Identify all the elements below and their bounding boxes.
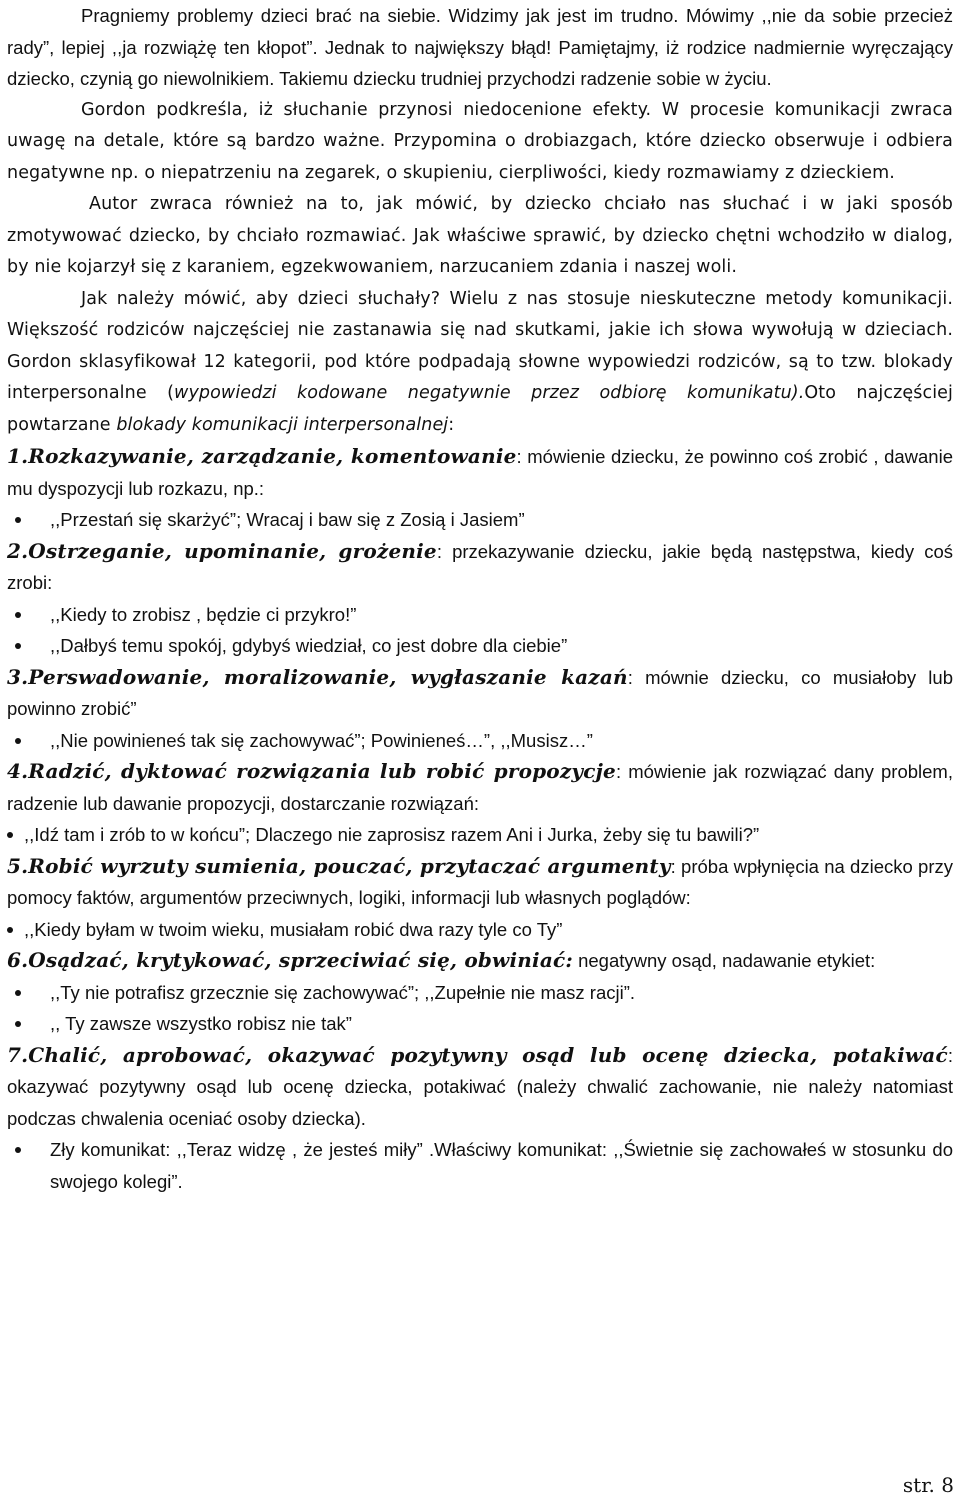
example-item <box>7 630 953 662</box>
paragraph-dialog-text: Jak właściwe sprawić, by dziecko chętni wchodziło w dialog, by nie kojarzył się z karaniem, egzekwowaniem, narzucaniem zdania i naszej woli. <box>7 225 953 277</box>
blockade-item-6 <box>7 945 953 977</box>
examples-list-5 <box>7 914 953 946</box>
blockade-desc-6: negatywny osąd, nadawanie etykiet: <box>572 950 876 971</box>
paragraph-listening-text: Gordon podkreśla, iż słuchanie przynosi niedocenione efekty. W procesie komunikacji zwraca uwagę na detale, które są bardzo ważne. <box>7 99 953 151</box>
page-number: str. 8 <box>902 1473 954 1497</box>
blockades-colon: : <box>448 414 455 435</box>
example-item <box>7 504 953 536</box>
bullet-icon <box>15 738 21 744</box>
blockade-heading-5: 5.Robić wyrzuty sumienia, pouczać, przytaczać argumenty <box>7 853 671 878</box>
blockade-desc-7: : okazywać pozytywny osąd lub ocenę dziecka, potakiwać (należy chwalić zachowanie, nie należy natomiast podczas chwalenia oceniać osoby dziecka). <box>7 1044 953 1129</box>
examples-list-2 <box>7 599 953 662</box>
example-text: ,,Kiedy to zrobisz , będzie ci przykro!” <box>50 603 357 625</box>
examples-list-7 <box>7 1134 953 1197</box>
example-item <box>7 1008 953 1040</box>
example-text: ,,Nie powinieneś tak się zachowywać”; Powinieneś…”, ,,Musisz…” <box>50 729 593 751</box>
examples-list-3 <box>7 725 953 757</box>
example-text: Zły komunikat: ,,Teraz widzę , że jesteś miły” .Właściwy komunikat: ,,Świetnie się zachowałeś w stosunku do swojego kolegi”. <box>50 1139 953 1192</box>
blockade-desc-5: : próba wpłynięcia na dziecko przy pomocy faktów, argumentów przeciwnych, logiki, informacji lub własnych poglądów: <box>7 855 953 908</box>
blockade-item-1 <box>7 441 953 504</box>
blockade-heading-2: 2.Ostrzeganie, upominanie, grożenie <box>7 538 437 563</box>
examples-list-6 <box>7 977 953 1040</box>
blockade-item-7 <box>7 1040 953 1135</box>
examples-list-1 <box>7 504 953 536</box>
paragraph-author <box>7 189 953 284</box>
blockade-heading-7: 7.Chalić, aprobować, okazywać pozytywny osąd lub ocenę dziecka, potakiwać <box>7 1042 948 1067</box>
paragraph-intro: Pragniemy problemy dzieci brać na siebie. Widzimy jak jest im trudno. Mówimy ,,nie da sobie przecież rady”, lepiej ,,ja rozwiążę ten kłopot”. Jednak to największy błąd! Pamiętajmy, iż rodzice nadmiernie wyręczający dziecko, czynią go niewolnikiem. Takiemu dziecku trudniej przychodzi radzenie sobie w życiu. <box>7 5 953 89</box>
blockade-heading-6: 6.Osądzać, krytykować, sprzeciwiać się, obwiniać: <box>7 948 573 972</box>
example-item <box>7 977 953 1009</box>
example-text: ,,Idź tam i zrób to w końcu”; Dlaczego nie zaprosisz razem Ani i Jurka, żeby się tu bawili?” <box>24 824 760 845</box>
example-text: ,,Ty nie potrafisz grzecznie się zachowywać”; ,,Zupełnie nie masz racji”. <box>50 981 636 1003</box>
blockades-text: Wielu z nas stosuje nieskuteczne metody komunikacji. Większość rodziców najczęściej nie zastanawia się nad skutkami, jakie ich słowa wywołują w dzieciach. Gordon sklasyfikował 12 kategorii, pod które podpadają słowne wypowiedzi rodziców, są to tzw. blokady interpersonalne ( <box>7 288 953 403</box>
blockade-heading-4: 4.Radzić, dyktować rozwiązania lub robić propozycje <box>7 759 616 783</box>
example-text: ,,Kiedy byłam w twoim wieku, musiałam robić dwa razy tyle co Ty” <box>24 918 563 940</box>
blockades-definition: wypowiedzi kodowane negatywnie przez odbiorę komunikatu). <box>174 383 805 403</box>
paragraph-listening <box>7 95 953 190</box>
example-item <box>7 725 953 757</box>
blockade-heading-3: 3.Perswadowanie, moralizowanie, wygłaszanie kazań <box>7 664 628 689</box>
bullet-icon <box>15 517 21 523</box>
bullet-icon <box>7 927 13 933</box>
bullet-icon <box>15 643 21 649</box>
blockade-item-2 <box>7 536 953 599</box>
example-text: ,,Dałbyś temu spokój, gdybyś wiedział, co jest dobre dla ciebie” <box>50 635 568 656</box>
question-text: Jak należy mówić, aby dzieci słuchały? <box>81 288 441 309</box>
blockade-heading-1: 1.Rozkazywanie, zarządzanie, komentowanie <box>7 444 517 468</box>
example-text: ,,Przestań się skarżyć”; Wracaj i baw się z Zosią i Jasiem” <box>50 509 525 530</box>
example-item <box>7 819 953 851</box>
bullet-icon <box>15 612 21 618</box>
paragraph-author-text: Autor zwraca również na to, jak mówić, by dziecko chciało nas słuchać i w jaki sposób zmotywować dziecko, by chciało rozmawiać. <box>7 194 953 246</box>
blockades-term: blokady komunikacji interpersonalnej <box>116 414 449 435</box>
paragraph-how-to-speak <box>7 284 953 442</box>
blockades-intro: Oto najczęściej powtarzane <box>7 383 954 435</box>
blockade-item-4 <box>7 756 953 819</box>
example-text: ,, Ty zawsze wszystko robisz nie tak” <box>50 1013 352 1034</box>
bullet-icon <box>15 990 21 996</box>
bullet-icon <box>7 832 13 838</box>
bullet-icon <box>15 1021 21 1027</box>
document-content <box>7 0 953 1197</box>
blockade-desc-4: : mówienie jak rozwiązać dany problem, radzenie lub dawanie propozycji, dostarczanie rozwiązań: <box>7 761 953 814</box>
paragraph-details-text: Przypomina o drobiazgach, które dziecko obserwuje i odbiera negatywne np. o niepatrzeniu na zegarek, o skupieniu, cierpliwości, kiedy rozmawiamy z dzieckiem. <box>7 131 953 183</box>
example-item <box>7 1134 953 1197</box>
blockade-desc-1: : mówienie dziecku, że powinno coś zrobić , dawanie mu dyspozycji lub rozkazu, np.: <box>7 446 953 499</box>
examples-list-4 <box>7 819 953 851</box>
bullet-icon <box>15 1147 21 1153</box>
blockade-item-5 <box>7 851 953 914</box>
example-item <box>7 914 953 946</box>
blockade-desc-3: : mównie dziecku, co musiałoby lub powinno zrobić” <box>7 666 953 719</box>
blockade-item-3 <box>7 662 953 725</box>
blockade-desc-2: : przekazywanie dziecku, jakie będą następstwa, kiedy coś zrobi: <box>7 540 953 593</box>
example-item <box>7 599 953 631</box>
